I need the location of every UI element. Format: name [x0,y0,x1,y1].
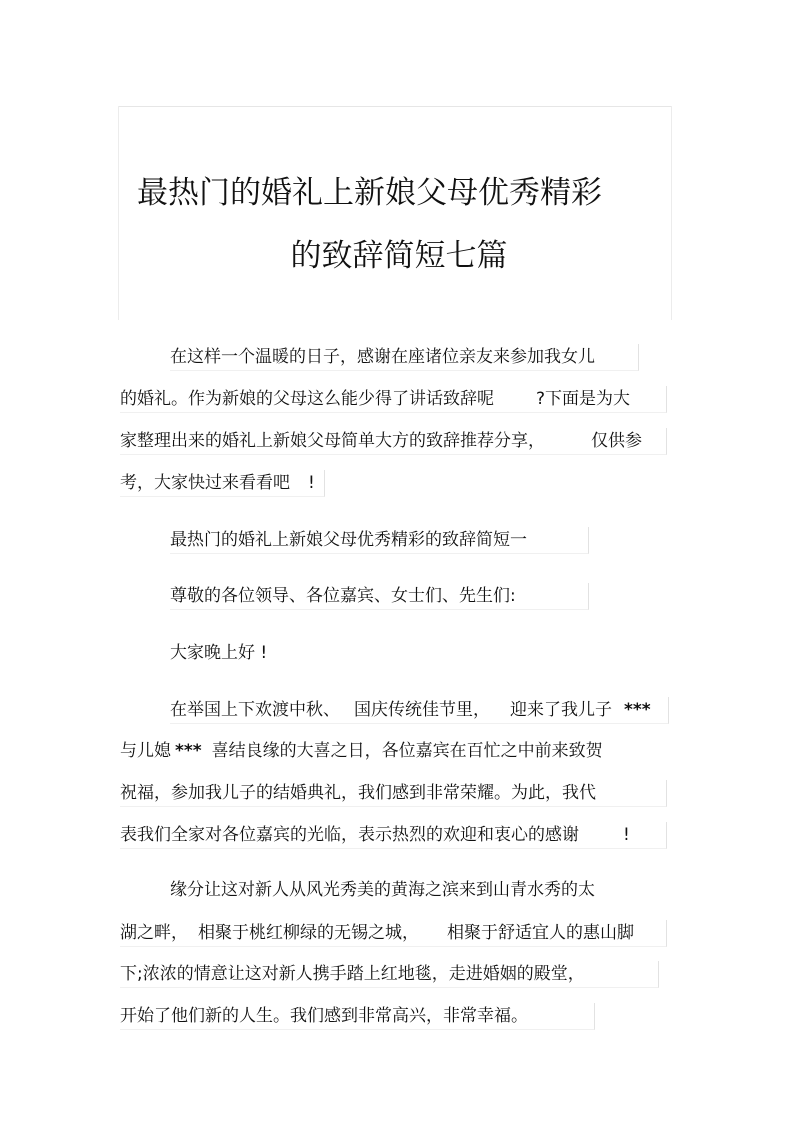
intro-line-3-b: 仅供参 [591,431,642,451]
intro-line-4 [120,470,325,497]
salutation: 尊敬的各位领导、各位嘉宾、女士们、先生们: [170,583,589,610]
para1-line-4-a: 表我们全家对各位嘉宾的光临，表示热烈的欢迎和衷心的感谢 [120,825,579,845]
para1-line-4-b: ! [623,825,630,845]
intro-line-2 [120,386,667,413]
para1-line-2 [120,738,603,764]
para2-line-2-c: 相聚于舒适宜人的惠山脚 [447,923,634,943]
para1-line-3: 祝福，参加我儿子的结婚典礼，我们感到非常荣耀。为此，我代 [120,780,667,807]
para1-line-4 [120,822,667,849]
para2-line-2-a: 湖之畔， [120,923,188,943]
intro-line-3 [120,428,667,455]
section-heading: 最热门的婚礼上新娘父母优秀精彩的致辞简短一 [170,527,589,554]
greeting: 大家晚上好 ! [170,643,268,663]
para1-line-2-c: 喜结良缘的大喜之日，各位嘉宾在百忙之中前来致贺 [211,741,603,761]
para1-line-1-b: 国庆传统佳节里， [354,700,490,720]
intro-line-2-a: 的婚礼。作为新娘的父母这么能少得了讲话致辞呢 [120,389,494,409]
para1-line-1-a: 在举国上下欢渡中秋、 [170,700,340,720]
para2-line-4: 开始了他们新的人生。我们感到非常高兴，非常幸福。 [120,1003,595,1030]
document-title-line-1: 最热门的婚礼上新娘父母优秀精彩 [137,175,602,211]
intro-line-2-b: ?下面是为大 [536,389,631,409]
para2-line-3: 下;浓浓的情意让这对新人携手踏上红地毯，走进婚姻的殿堂， [120,961,659,988]
document-title-line-2: 的致辞简短七篇 [290,238,508,274]
para1-line-1-d: *** [624,700,651,720]
title-frame-top [118,106,672,107]
para2-line-1: 缘分让这对新人从风光秀美的黄海之滨来到山青水秀的太 [170,880,595,900]
para1-line-2-b: *** [175,741,202,761]
intro-line-3-a: 家整理出来的婚礼上新娘父母简单大方的致辞推荐分享， [120,431,545,451]
intro-line-1: 在这样一个温暖的日子，感谢在座诸位亲友来参加我女儿 [170,344,639,371]
para1-line-1 [170,697,669,724]
para1-line-2-a: 与儿媳 [120,741,171,761]
intro-line-4-b: ! [308,473,315,493]
intro-line-4-a: 考，大家快过来看看吧 [120,473,290,493]
para2-line-2 [120,920,667,947]
para1-line-1-c: 迎来了我儿子 [510,700,612,720]
para2-line-2-b: 相聚于桃红柳绿的无锡之城， [198,923,419,943]
